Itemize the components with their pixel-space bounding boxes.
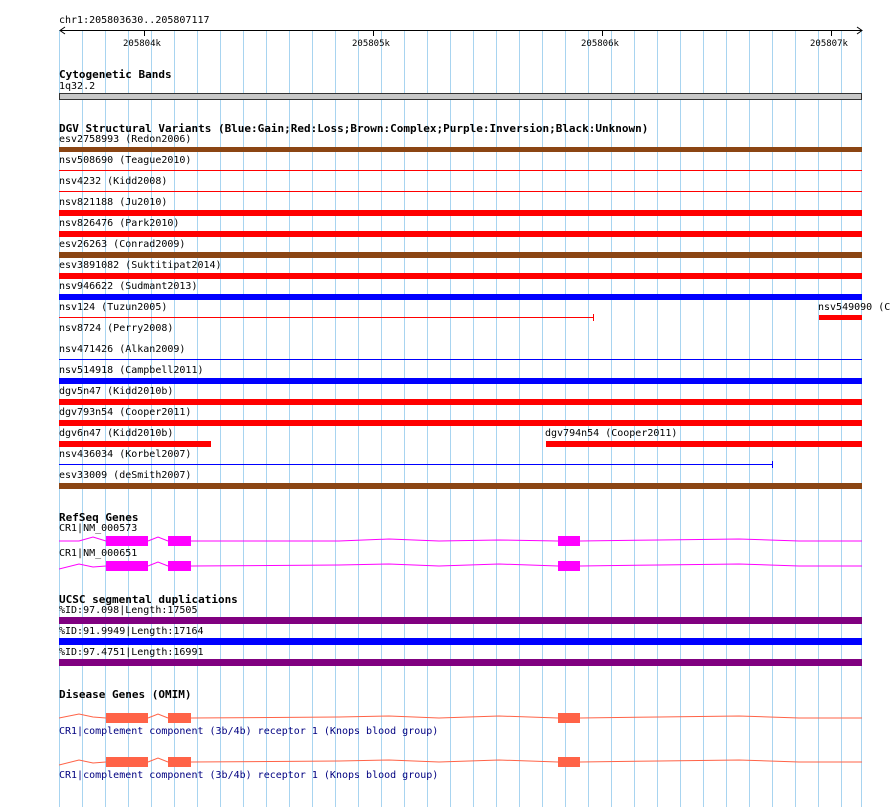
variant-bar[interactable] — [546, 441, 862, 447]
segdup-label[interactable]: %ID:97.4751|Length:16991 — [59, 647, 204, 658]
ruler-tick: 205804k — [123, 39, 161, 49]
ruler-tick: 205805k — [352, 39, 390, 49]
variant-bar[interactable] — [59, 441, 211, 447]
ruler-range: chr1:205803630..205807117 — [59, 15, 210, 26]
variant-bar[interactable] — [59, 464, 773, 465]
variant-bar[interactable] — [59, 273, 862, 279]
variant-label[interactable]: nsv4232 (Kidd2008) — [59, 176, 168, 187]
variant-bar[interactable] — [59, 294, 862, 300]
cytoband-label[interactable]: 1q32.2 — [59, 81, 96, 92]
variant-label[interactable]: nsv821188 (Ju2010) — [59, 197, 168, 208]
variant-label[interactable]: nsv471426 (Alkan2009) — [59, 344, 186, 355]
variant-label[interactable]: dgv794n54 (Cooper2011) — [545, 428, 678, 439]
segdup-bar[interactable] — [59, 638, 862, 645]
refseq-gene-model[interactable] — [59, 559, 862, 573]
refseq-gene-model[interactable] — [59, 534, 862, 548]
variant-bar-end-cap — [593, 314, 594, 321]
variant-bar[interactable] — [59, 420, 862, 426]
variant-bar[interactable] — [59, 170, 862, 171]
variant-label[interactable]: nsv8724 (Perry2008) — [59, 323, 174, 334]
omim-track-title: Disease Genes (OMIM) — [59, 688, 192, 701]
segdup-track-title: UCSC segmental duplications — [59, 593, 238, 606]
variant-bar[interactable] — [59, 317, 594, 318]
gene-label[interactable]: CR1|NM_000573 — [59, 523, 138, 534]
variant-label[interactable]: dgv5n47 (Kidd2010b) — [59, 386, 174, 397]
variant-bar[interactable] — [59, 252, 862, 258]
variant-label[interactable]: nsv514918 (Campbell2011) — [59, 365, 204, 376]
variant-bar-end-cap — [772, 461, 773, 468]
variant-label[interactable]: nsv946622 (Sudmant2013) — [59, 281, 198, 292]
omim-gene-label[interactable]: CR1|complement component (3b/4b) receptor 1 (Knops blood group) — [59, 726, 439, 737]
gene-label[interactable]: CR1|NM_000651 — [59, 548, 138, 559]
variant-label[interactable]: nsv549090 (C — [818, 302, 890, 313]
ruler-axis — [60, 27, 862, 36]
variant-bar[interactable] — [59, 147, 862, 152]
variant-label[interactable]: esv26263 (Conrad2009) — [59, 239, 186, 250]
segdup-label[interactable]: %ID:97.098|Length:17505 — [59, 605, 198, 616]
variant-label[interactable]: nsv826476 (Park2010) — [59, 218, 180, 229]
omim-gene-model[interactable] — [59, 711, 862, 725]
variant-label[interactable]: esv33009 (deSmith2007) — [59, 470, 192, 481]
segdup-bar[interactable] — [59, 617, 862, 624]
variant-bar[interactable] — [59, 399, 862, 405]
omim-gene-label[interactable]: CR1|complement component (3b/4b) receptor 1 (Knops blood group) — [59, 770, 439, 781]
refseq-track-title: RefSeq Genes — [59, 511, 139, 524]
variant-bar[interactable] — [59, 231, 862, 237]
variant-bar[interactable] — [59, 359, 862, 360]
segdup-bar[interactable] — [59, 659, 862, 666]
variant-bar[interactable] — [819, 315, 862, 320]
variant-bar[interactable] — [59, 483, 862, 489]
cytoband-bar[interactable] — [59, 93, 862, 100]
cytoband-track-title: Cytogenetic Bands — [59, 68, 172, 81]
variant-label[interactable]: esv3891082 (Suktitipat2014) — [59, 260, 222, 271]
ruler-tick: 205807k — [810, 39, 848, 49]
omim-gene-model[interactable] — [59, 755, 862, 769]
variant-bar[interactable] — [59, 191, 862, 192]
variant-label[interactable]: nsv124 (Tuzun2005) — [59, 302, 168, 313]
dgv-track-title: DGV Structural Variants (Blue:Gain;Red:Loss;Brown:Complex;Purple:Inversion;Black:Unknown) — [59, 122, 649, 135]
variant-bar[interactable] — [59, 378, 862, 384]
ruler-tick: 205806k — [581, 39, 619, 49]
variant-label[interactable]: nsv436034 (Korbel2007) — [59, 449, 192, 460]
variant-label[interactable]: esv2758993 (Redon2006) — [59, 134, 192, 145]
variant-label[interactable]: dgv6n47 (Kidd2010b) — [59, 428, 174, 439]
variant-label[interactable]: nsv508690 (Teague2010) — [59, 155, 192, 166]
variant-bar[interactable] — [59, 210, 862, 216]
variant-label[interactable]: dgv793n54 (Cooper2011) — [59, 407, 192, 418]
segdup-label[interactable]: %ID:91.9949|Length:17164 — [59, 626, 204, 637]
